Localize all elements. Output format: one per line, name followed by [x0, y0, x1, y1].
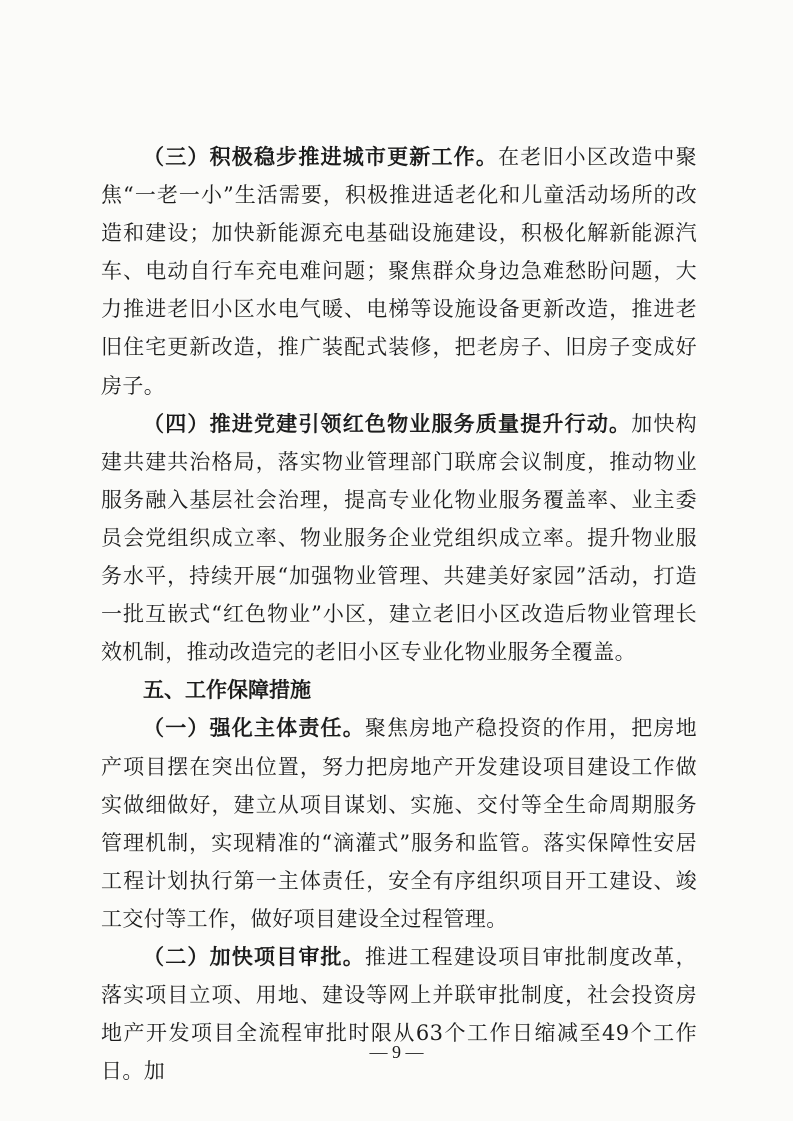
- paragraph-text: 加快构建共建共治格局，落实物业管理部门联席会议制度，推动物业服务融入基层社会治理，提高专业化物业服务覆盖率、业主委员会党组织成立率、物业服务企业党组织成立率。提升物业服务水平，持续开展“加强物业管理、共建美好家园”活动，打造一批互嵌式“红色物业”小区，建立老旧小区改造后物业管理长效机制，推动改造完的老旧小区专业化物业服务全覆盖。: [101, 411, 697, 665]
- body-text: [101, 138, 697, 1090]
- paragraph-red-property: [101, 405, 697, 672]
- paragraph-lead: （二）加快项目审批。: [143, 943, 365, 969]
- section-heading: 五、工作保障措施: [143, 678, 311, 703]
- paragraph-lead: （三）积极稳步推进城市更新工作。: [143, 144, 499, 169]
- paragraph-text: 在老旧小区改造中聚焦“一老一小”生活需要，积极推进适老化和儿童活动场所的改造和建设；加快新能源充电基础设施建设，积极化解新能源汽车、电动自行车充电难问题；聚焦群众身边急难愁盼问题，大力推进老旧小区水电气暖、电梯等设施设备更新改造，推进老旧住宅更新改造，推广装配式装修，把老房子、旧房子变成好房子。: [101, 145, 697, 398]
- paragraph-approval: [101, 938, 697, 1090]
- paragraph-lead: （一）强化主体责任。: [143, 715, 365, 741]
- page-number: — 9 —: [369, 1042, 424, 1062]
- paragraph-responsibility: [101, 709, 697, 938]
- paragraph-text: 聚焦房地产稳投资的作用，把房地产项目摆在突出位置，努力把房地产开发建设项目建设工作做实做细做好，建立从项目谋划、实施、交付等全生命周期服务管理机制，实现精准的“滴灌式”服务和监管。落实保障性安居工程计划执行第一主体责任，安全有序组织项目开工建设、竣工交付等工作，做好项目建设全过程管理。: [101, 716, 698, 931]
- paragraph-text: 推进工程建设项目审批制度改革，落实项目立项、用地、建设等网上并联审批制度，社会投资房地产开发项目全流程审批时限从63个工作日缩减至49个工作日。加: [101, 944, 698, 1084]
- paragraph-lead: （四）推进党建引领红色物业服务质量提升行动。: [143, 410, 632, 436]
- paragraph-urban-renewal: [101, 138, 697, 405]
